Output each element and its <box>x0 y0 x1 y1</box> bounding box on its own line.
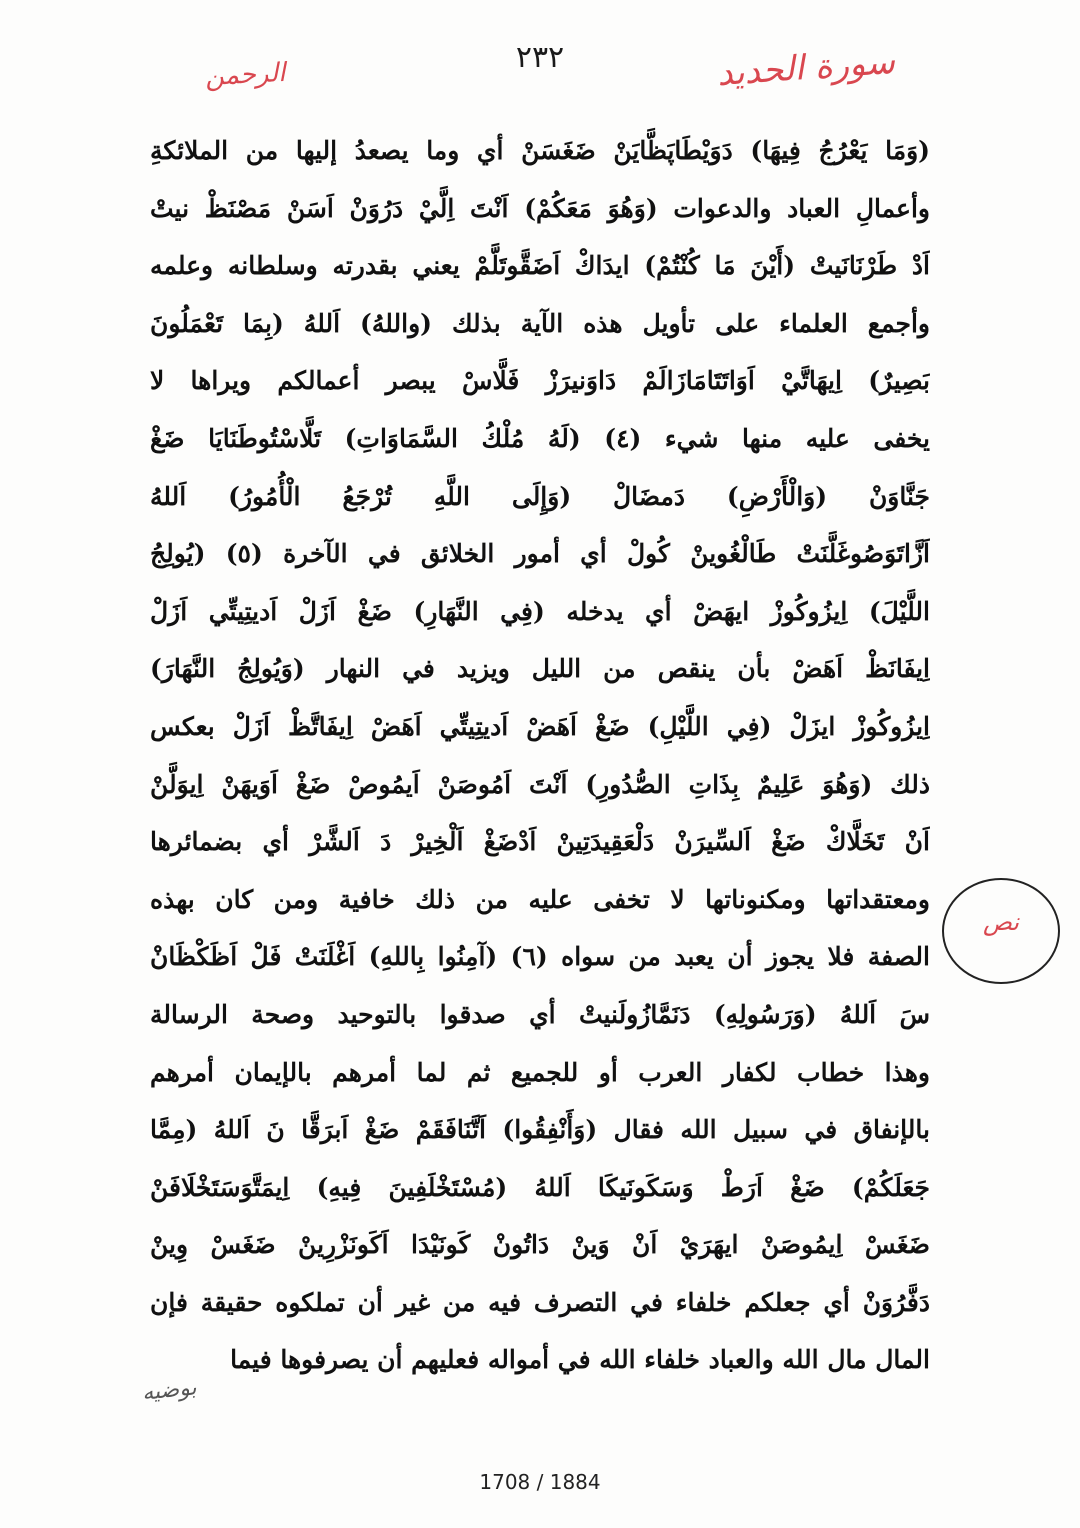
text-line: اللَّيْلَ) اِيزُوكُوزْ ايهَضْ أي يدخله (فِي النَّهَارِ) ضَغْ اَزَلْ اَديتِيتِّي اَزَلْ <box>150 596 930 626</box>
page-number: ٢٣٢ <box>515 40 565 75</box>
text-line: الصفة فلا يجوز أن يعبد من سواه (٦) (آمِنُوا بِاللهِ) اَغْلَنَتْ فَلْ اَظَكْظَانْ <box>150 942 930 972</box>
text-line: ضَغَسْ اِيمُوصَنْ ايهَرَيْ اَنْ وَينْ دَاتُونْ كَونَيْدَا اَكَونَزْرِينْ ضَغَسْ وِينْ <box>150 1230 930 1260</box>
text-line: وهذا خطاب لكفار العرب أو للجميع ثم لما أمرهم بالإيمان أمرهم <box>150 1057 930 1087</box>
text-line: جَنَّاوَنْ (وَالْأَرْضِ) دَمضَالْ (وَإِلَى اللَّهِ تُرْجَعُ الْأُمُورُ) اَللهُ <box>150 481 930 511</box>
text-line: يخفى عليه منها شيء (٤) (لَهُ مُلْكُ السَّمَاوَاتِ) تَلَّاسْتُوطَنَايَا ضَغْ <box>150 423 930 453</box>
text-line: المال مال الله والعباد خلفاء الله في أمواله فعليهم أن يصرفوها فيما <box>230 1345 930 1375</box>
circle-annotation-text: نص <box>982 908 1020 936</box>
text-line: دَفَّرُوَنْ أي جعلكم خلفاء في التصرف فيه من غير أن تملكوه حقيقة فإن <box>150 1287 930 1317</box>
text-line: بالإنفاق في سبيل الله فقال (وَأَنْفِقُوا) اَتَّنَافَقَمْ ضَغْ اَبرَقَّا نَ اَللهُ (مِمَّا <box>150 1115 930 1145</box>
text-line: وأعمالِ العباد والدعوات (وَهُوَ مَعَكُمْ) اَنْتَ اِلَّيْ دَرُوَنْ اَسَنْ مَصْنَظْ نيتْ <box>150 193 930 223</box>
text-line: وأجمع العلماء على تأويل هذه الآية بذلك (واللهُ) اَللهُ (بِمَا تَعْمَلُونَ <box>150 308 930 338</box>
text-line: ذلك (وَهُوَ عَلِيمٌ بِذَاتِ الصُّدُورِ) اَنْتَ اَمُوصَنْ اَيمُوصْ ضَغْ اَوَيهَنْ اِيوَلَّنْ <box>150 769 930 799</box>
text-line: اِيزُوكُوزْ ايزَلْ (فِي اللَّيْلِ) ضَغْ اَهَضْ اَديتِيتِّي اَهَضْ اِيفَاتَّظْ اَزَلْ بعكس <box>150 711 930 741</box>
text-line: سَ اَللهُ (وَرَسُولِهِ) دَنَمَّازُولَنيتْ أي صدقوا بالتوحيد وصحة الرسالة <box>150 999 930 1029</box>
text-line: بَصِيرٌ) اِيهَاتَّيْ اَوَاتَتَامَازَالَمْ دَاوَنيرَزْ فَلَّاسْ يبصر أعمالكم ويراها لا <box>150 366 930 396</box>
page-counter: 1708 / 1884 <box>479 1470 601 1494</box>
text-line: ومعتقداتها ومكنوناتها لا تخفى عليه من ذلك خافية ومن كان بهذه <box>150 884 930 914</box>
text-line: جَعَلَكُمْ) ضَغْ اَرَطْ وَسَكَونَيكَا اَللهُ (مُسْتَخْلَفِينَ فِيهِ) اِيمَتَّوَسَتَخْلَافَنْ <box>150 1172 930 1202</box>
text-line: اَدْ طَرْنَانَيتْ (أَيْنَ مَا كُنْتُمْ) ايدَاكْ اَضَقَّوتَلَّمْ يعني بقدرته وسلطانه وعلمه <box>150 251 930 281</box>
handwritten-surah-name: سورة الحديد <box>715 41 897 95</box>
text-line: (وَمَا يَعْرُجُ فِيهَا) دَوَيْطَاپَظَّايَنْ ضَغَسَنْ أي وما يصعدُ إليها من الملائكةِ <box>150 136 930 165</box>
handwritten-signature: بوضيه <box>140 1375 198 1406</box>
handwritten-top-left-note: الرحمن <box>204 57 287 93</box>
margin-circle-annotation <box>942 878 1060 984</box>
text-line: اَزَّاتَوَصُوغَلَّنَتْ طَالْغُوينْ كُولْ أي أمور الخلائق في الآخرة (٥) (يُولِجُ <box>150 539 930 569</box>
text-line: اِيفَانَظْ اَهَضْ بأن ينقص من الليل ويزيد في النهار (وَيُولِجُ النَّهَارَ) <box>150 654 930 684</box>
text-line: اَنْ تَخَلَّاكْ ضَغْ اَلسِّيرَنْ دَلْعَقِيدَتِينْ اَدْضَغْ اَلْخِيرْ دَ اَلشَّرْ أي بضمائرها <box>150 827 930 857</box>
body-text <box>150 122 930 1389</box>
